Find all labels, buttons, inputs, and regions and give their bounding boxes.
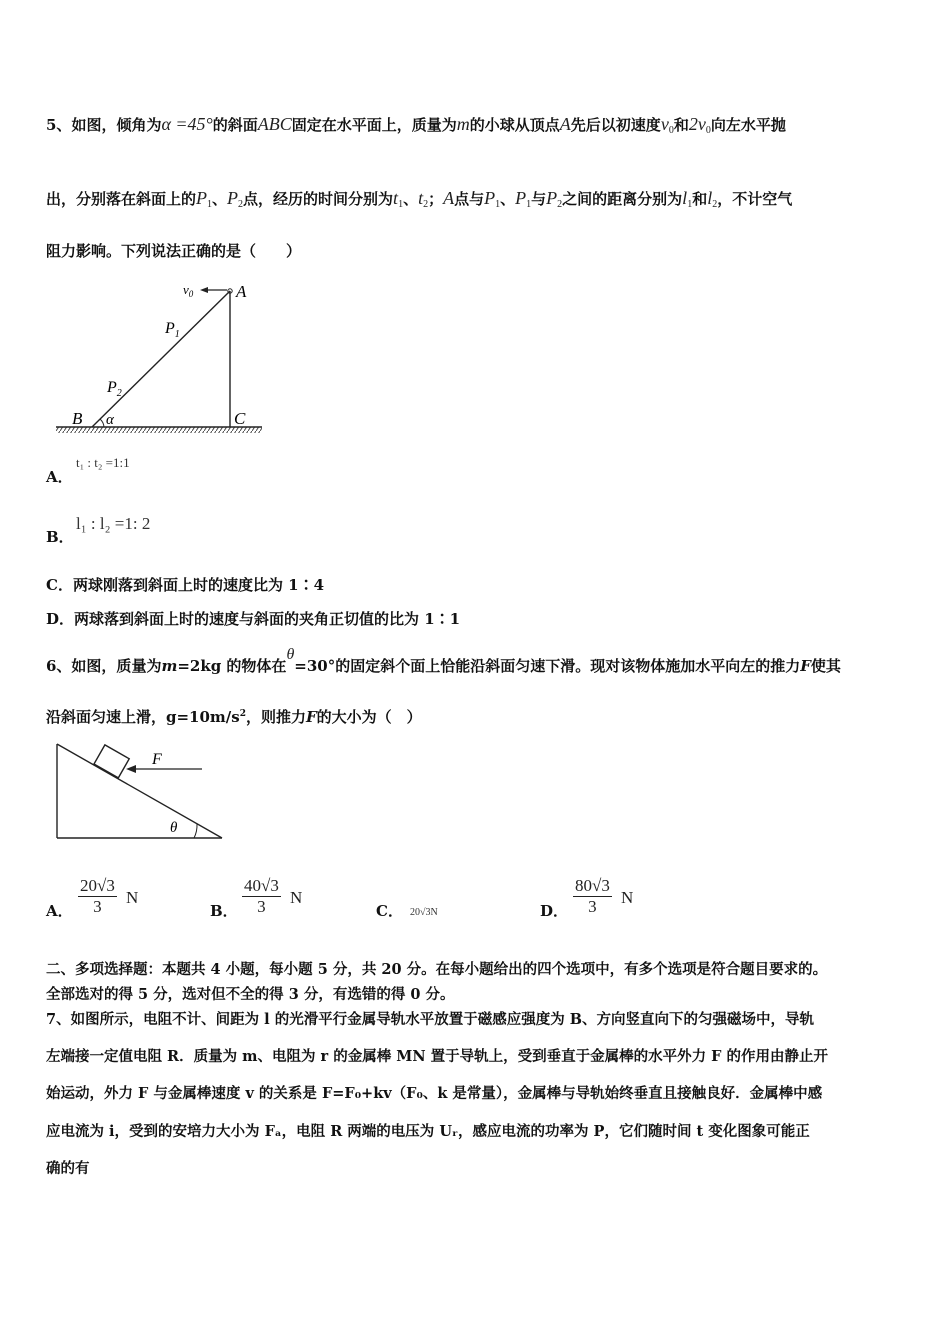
fig-theta-label: θ [170,820,178,836]
q7-line-3: 始运动，外力 F 与金属棒速度 v 的关系是 F=F₀+kv（F₀、k 是常量），金属棒与导轨始终垂直且接触良好．金属棒中感 [46,1085,823,1102]
q5-line-2: 出，分别落在斜面上的$P_1$、$P_2$点，经历的时间分别为$t_1$、$t_2$；A点与$P_1$、$P_1$与$P_2$之间的距离分别为$l_1$和$l_2$，不计空气 [46,188,793,210]
q5-option-b-math: l₁ : l₂ =1: 2 [76,514,151,533]
fig-c-label: C [234,409,246,428]
alpha-expression: α =45° [161,114,213,134]
q5-option-a: A． [46,468,73,486]
q7-line-4: 应电流为 i，受到的安培力大小为 Fₐ，电阻 R 两端的电压为 Uᵣ，感应电流的功率为 P，它们随时间 t 变化图象可能正 [46,1123,810,1140]
q5-option-a-math: t₁ : t₂ =1:1 [76,455,130,470]
q5-option-b: B． [46,528,74,546]
q5-option-c: C．两球刚落到斜面上时的速度比为 1∶4 [46,576,325,594]
fig-p2-label: $P_2$ [107,379,122,399]
q5-line-1: 5、如图，倾角为α =45°的斜面ABC固定在水平面上，质量为m的小球从顶点A先后以初速度$v_0$和$2v_0$向左水平抛 [46,114,786,136]
q5-incline-figure [52,275,267,440]
fig-force-label: F [152,751,162,768]
q6-line-1: 6、如图，质量为m=2kg 的物体在θ=30°的固定斜个面上恰能沿斜面匀速下滑。现对该物体施加水平向左的推力F使其 [46,646,841,675]
q6-line-2: 沿斜面匀速上滑，$g=10m/s^2$，则推力F的大小为（ ） [46,708,422,726]
fig-a-label: A [236,282,247,301]
fig-b-label: B [72,409,83,428]
fig-alpha-label: α [106,412,114,428]
section2-heading-line-1: 二、多项选择题：本题共 4 小题，每小题 5 分，共 20 分。在每小题给出的四个选项中，有多个选项是符合题目要求的。 [46,961,828,978]
fig-v0-label: $v_0$ [183,282,194,299]
q6-incline-figure [52,740,242,842]
section2-heading-line-2: 全部选对的得 5 分，选对但不全的得 3 分，有选错的得 0 分。 [46,986,455,1003]
q7-line-5: 确的有 [46,1160,90,1177]
q7-line-1: 7、如图所示，电阻不计、间距为 l 的光滑平行金属导轨水平放置于磁感应强度为 B、方向竖直向下的匀强磁场中，导轨 [46,1011,814,1028]
q5-option-d: D．两球落到斜面上时的速度与斜面的夹角正切值的比为 1∶1 [46,610,461,628]
q6-options: A． $\frac{20√3}{3}$ N B． $\frac{40√3}{3}$ N C． 20√3N D． $\frac{80√3}{3}$ N [46,876,634,920]
theta-symbol: θ [286,646,295,663]
q5-line-3: 阻力影响。下列说法正确的是（ ） [46,242,302,260]
q7-line-2: 左端接一定值电阻 R．质量为 m、电阻为 r 的金属棒 MN 置于导轨上，受到垂直于金属棒的水平外力 F 的作用由静止开 [46,1048,829,1065]
fig-p1-label: $P_1$ [165,320,180,340]
